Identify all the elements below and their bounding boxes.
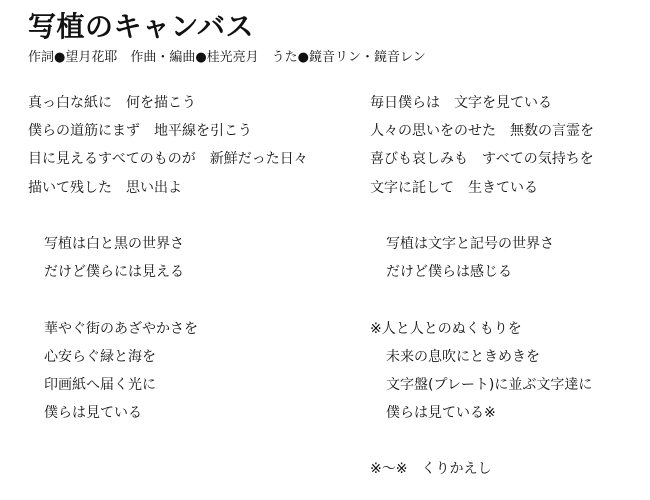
lyric-line: 華やぐ街のあざやかさを [44,320,198,337]
stanza-gap [28,205,348,233]
lyric-line: 真っ白な紙に 何を描こう [28,95,196,111]
lyric-line: 僕らは見ている [44,405,142,422]
lyric-line: 写植は文字と記号の世界さ [386,235,554,252]
lyric-line: 描いて残した 思い出よ [28,179,182,196]
lyric-line: 目に見えるすべてのものが 新鮮だった日々 [28,151,308,168]
lyric-line: 毎日僕らは 文字を見ている [370,95,552,111]
song-credits: 作詞●望月花耶 作曲・編曲●桂光亮月 うた●鏡音リン・鏡音レン [28,50,426,65]
lyric-line: 僕らの道筋にまず 地平線を引こう [28,123,252,140]
lyric-line: ※～※ くりかえし [370,461,492,478]
lyric-line: だけど僕らは感じる [386,264,512,281]
lyric-line: 人々の思いをのせた 無数の言霊を [370,123,594,140]
lyrics-column-left [28,92,348,430]
lyric-line: 写植は白と黒の世界さ [44,235,184,252]
song-title: 写植のキャンバス [28,10,255,43]
lyric-line: 心安らぐ緑と海を [44,348,156,365]
stanza-gap [28,289,348,317]
lyric-line: 喜びも哀しみも すべての気持ちを [370,151,594,168]
stanza-gap [370,205,640,233]
lyric-line: 文字盤(プレート)に並ぶ文字達に [386,376,593,393]
lyrics-column-right [370,92,640,487]
lyric-line: 僕らは見ている※ [386,405,496,422]
stanza-gap [370,289,640,317]
lyric-line: 未来の息吹にときめきを [386,348,540,365]
lyric-line: だけど僕らには見える [44,264,184,281]
lyric-line: ※人と人とのぬくもりを [370,320,522,337]
lyric-line: 印画紙へ届く光に [44,376,156,393]
lyric-line: 文字に託して 生きている [370,179,538,196]
stanza-gap [370,430,640,458]
